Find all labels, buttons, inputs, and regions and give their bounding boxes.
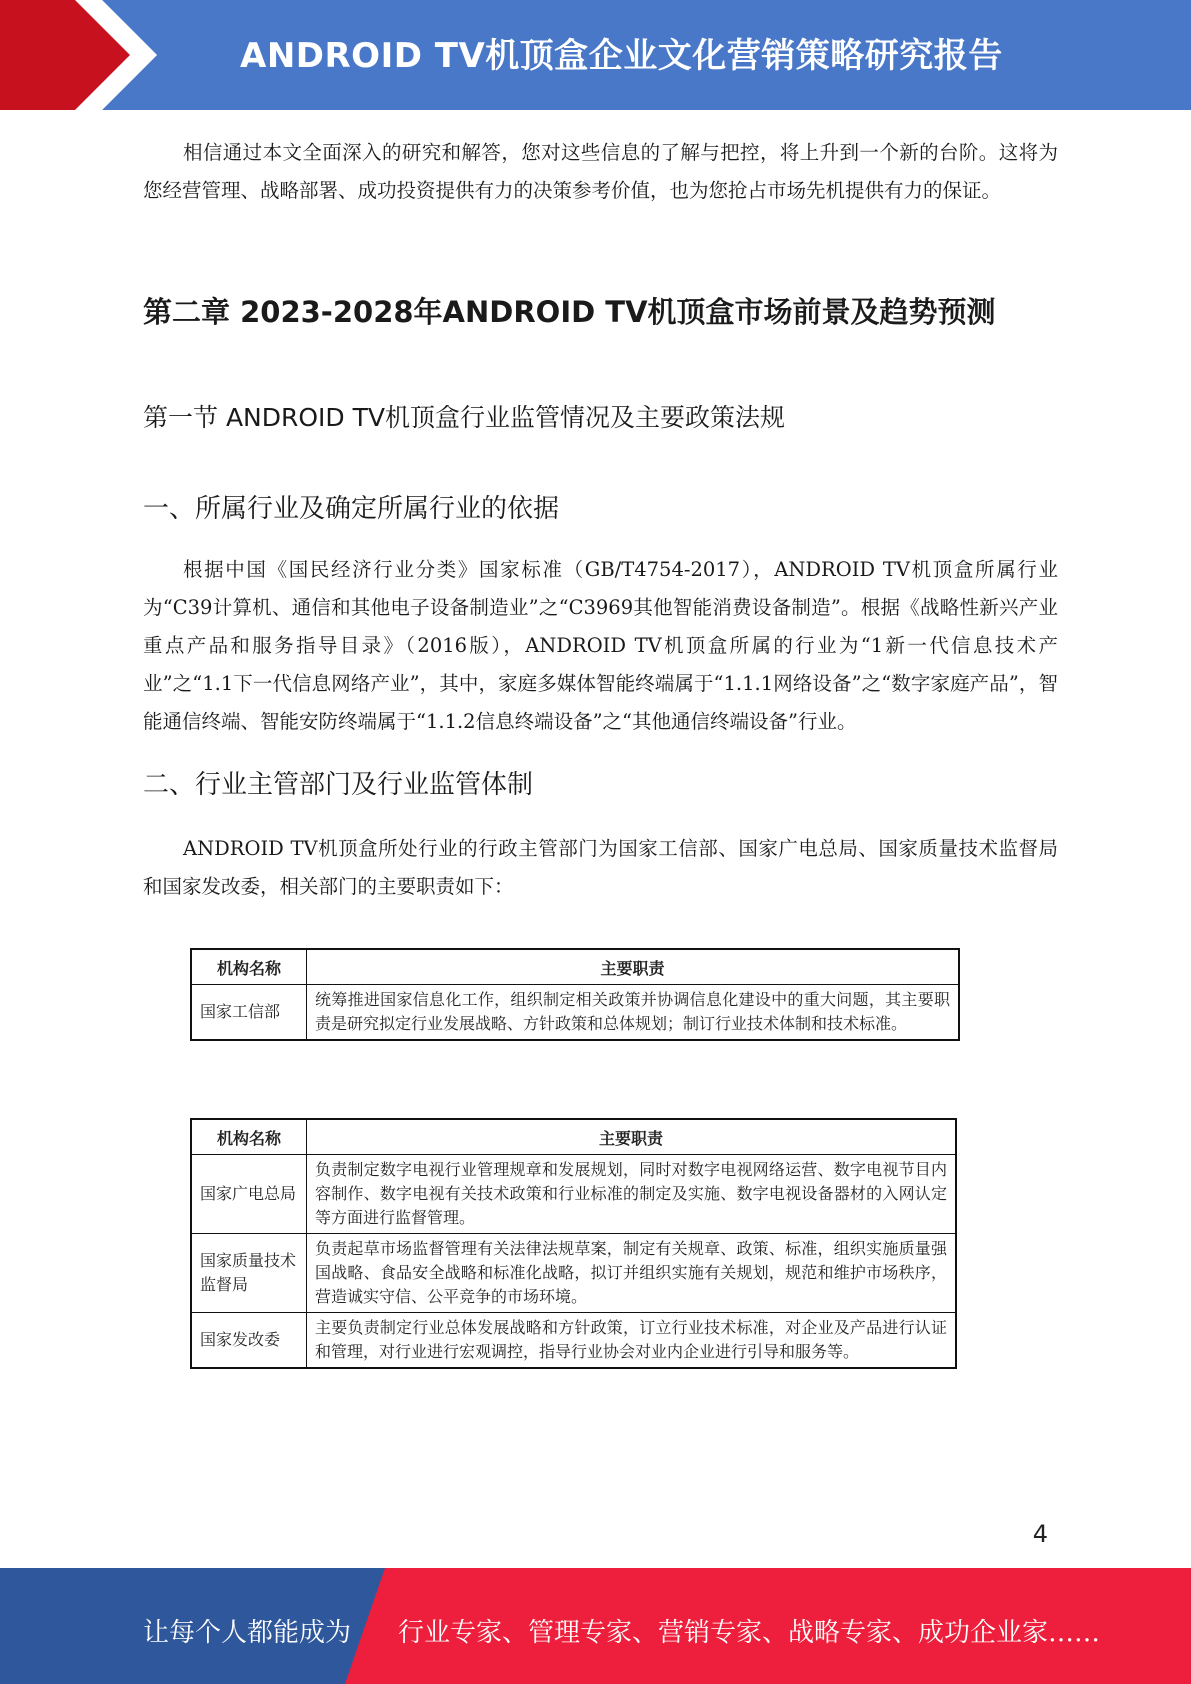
column-header-duty: 主要职责 — [307, 949, 960, 985]
org-name-cell: 国家工信部 — [191, 985, 307, 1041]
duty-table-2 — [190, 1118, 957, 1369]
table-row — [191, 1234, 956, 1313]
duty-table-1 — [190, 948, 960, 1041]
page-header — [0, 0, 1191, 110]
intro-paragraph: 相信通过本文全面深入的研究和解答，您对这些信息的了解与把控，将上升到一个新的台阶。这将为您经营管理、战略部署、成功投资提供有力的决策参考价值，也为您抢占市场先机提供有力的保证。 — [143, 141, 1058, 202]
report-title: ANDROID TV机顶盒企业文化营销策略研究报告 — [240, 36, 1003, 76]
org-name-cell: 国家发改委 — [191, 1313, 307, 1369]
duty-cell: 统筹推进国家信息化工作，组织制定相关政策并协调信息化建设中的重大问题，其主要职责是研究拟定行业发展战略、方针政策和总体规划；制订行业技术体制和技术标准。 — [307, 985, 960, 1041]
table-header-row — [191, 949, 959, 985]
duty-cell: 主要负责制定行业总体发展战略和方针政策，订立行业技术标准，对企业及产品进行认证和管理，对行业进行宏观调控，指导行业协会对业内企业进行引导和服务等。 — [307, 1313, 957, 1369]
subsection-1-paragraph: 根据中国《国民经济行业分类》国家标准（GB/T4754-2017），ANDROID TV机顶盒所属行业为“C39计算机、通信和其他电子设备制造业”之“C3969其他智能消费设备制造”。根据《战略性新兴产业重点产品和服务指导目录》（2016版），ANDROID TV机顶盒所属的行业为“1新一代信息技术产业”之“1.1下一代信息网络产业”，其中，家庭多媒体智能终端属于“1.1.1网络设备”之“数字家庭产品”，智能通信终端、智能安防终端属于“1.1.2信息终端设备”之“其他通信终端设备”行业。 — [143, 558, 1058, 733]
subsection-2-title: 二、行业主管部门及行业监管体制 — [143, 770, 534, 800]
chapter-title: 第二章 2023-2028年ANDROID TV机顶盒市场前景及趋势预测 — [143, 295, 996, 329]
page-footer — [0, 1568, 1191, 1684]
table-row — [191, 985, 959, 1041]
duty-cell: 负责制定数字电视行业管理规章和发展规划，同时对数字电视网络运营、数字电视节目内容制作、数字电视有关技术政策和行业标准的制定及实施、数字电视设备器材的入网认定等方面进行监督管理。 — [307, 1155, 957, 1234]
org-name-cell: 国家质量技术监督局 — [191, 1234, 307, 1313]
column-header-org: 机构名称 — [191, 1119, 307, 1155]
table-header-row — [191, 1119, 956, 1155]
table-row — [191, 1155, 956, 1234]
footer-slogan-right: 行业专家、管理专家、营销专家、战略专家、成功企业家…… — [398, 1618, 1101, 1648]
column-header-duty: 主要职责 — [307, 1119, 957, 1155]
subsection-1-title: 一、所属行业及确定所属行业的依据 — [143, 494, 560, 524]
footer-slogan-left: 让每个人都能成为 — [143, 1618, 352, 1648]
subsection-2-paragraph: ANDROID TV机顶盒所处行业的行政主管部门为国家工信部、国家广电总局、国家质量技术监督局和国家发改委，相关部门的主要职责如下： — [143, 837, 1058, 898]
column-header-org: 机构名称 — [191, 949, 307, 985]
duty-cell: 负责起草市场监督管理有关法律法规草案，制定有关规章、政策、标准，组织实施质量强国战略、食品安全战略和标准化战略，拟订并组织实施有关规划，规范和维护市场秩序，营造诚实守信、公平竞争的市场环境。 — [307, 1234, 957, 1313]
section-title: 第一节 ANDROID TV机顶盒行业监管情况及主要政策法规 — [143, 403, 785, 432]
org-name-cell: 国家广电总局 — [191, 1155, 307, 1234]
table-row — [191, 1313, 956, 1369]
page-number: 4 — [1032, 1520, 1048, 1548]
